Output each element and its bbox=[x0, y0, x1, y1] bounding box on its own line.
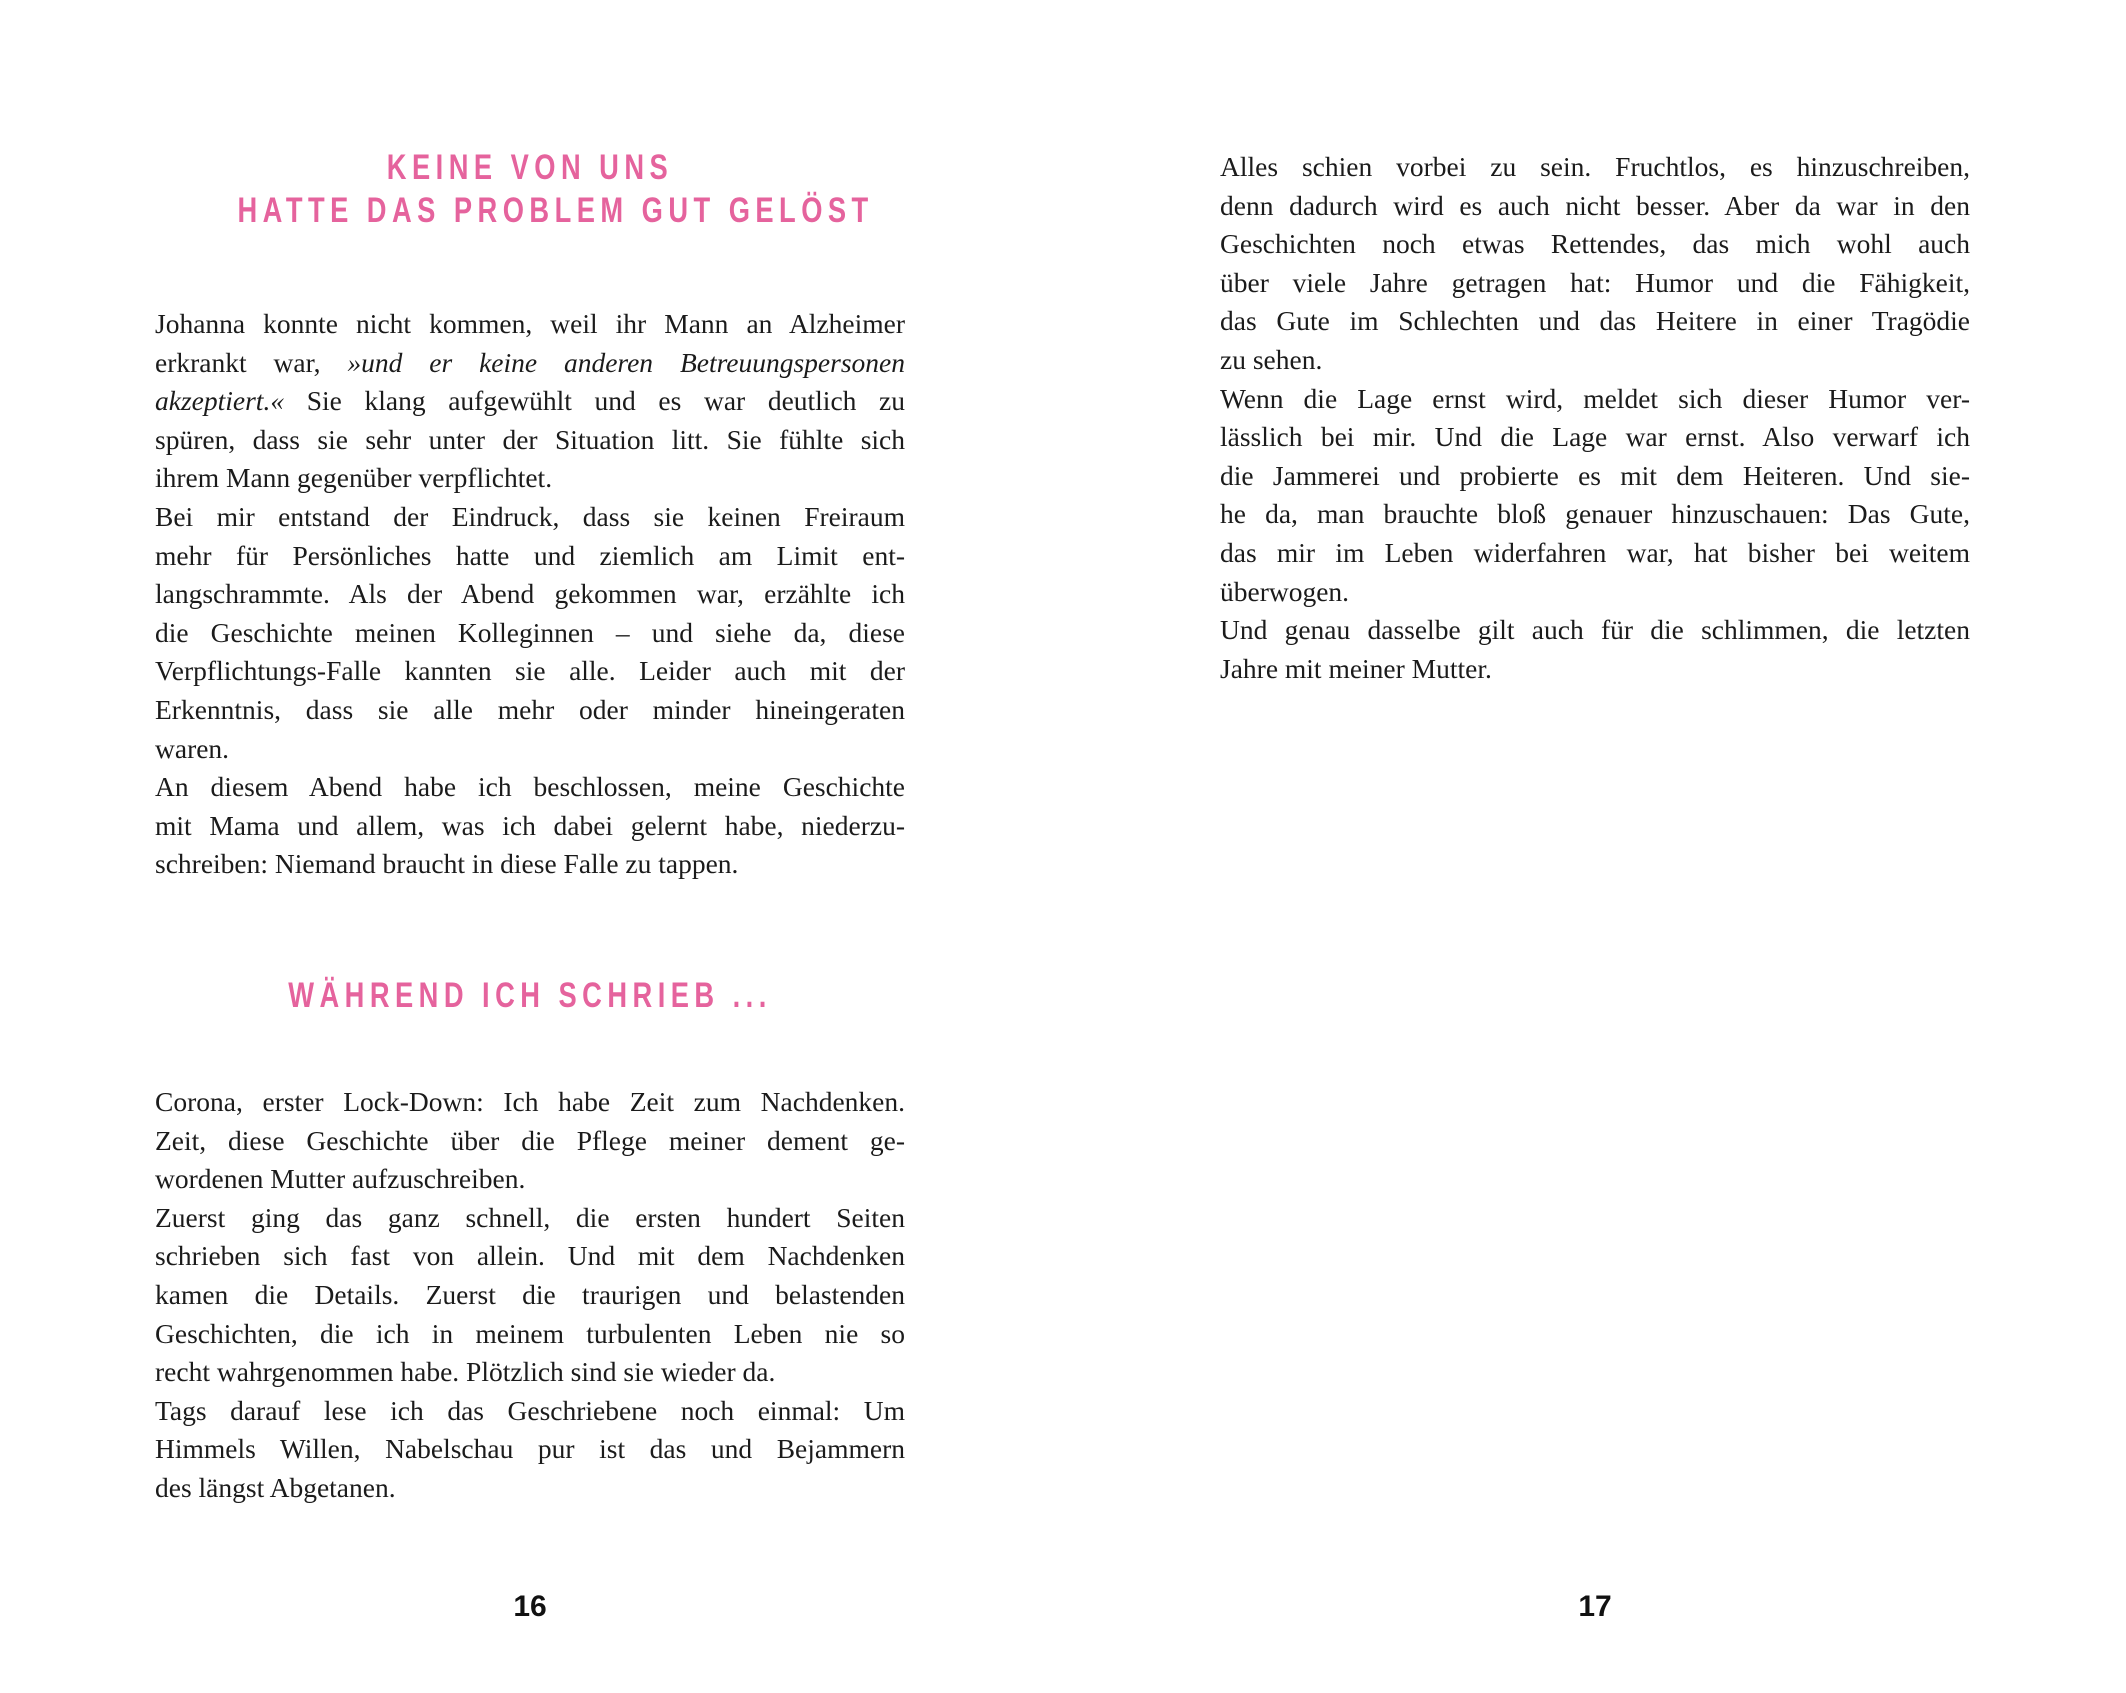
text-line: die Geschichte meinen Kolleginnen – und siehe da, diese bbox=[155, 616, 905, 648]
text-line: Erkenntnis, dass sie alle mehr oder minder hineingeraten bbox=[155, 693, 905, 725]
text-line: akzeptiert.« Sie klang aufgewühlt und es war deutlich zu bbox=[155, 385, 905, 417]
text-line: Geschichten, die ich in meinem turbulenten Leben nie so bbox=[155, 1317, 905, 1349]
text-line: Tags darauf lese ich das Geschriebene noch einmal: Um bbox=[155, 1394, 905, 1426]
text-line: mehr für Persönliches hatte und ziemlich am Limit ent- bbox=[155, 539, 905, 571]
text-line: zu sehen. bbox=[1220, 343, 1323, 375]
text-line: überwogen. bbox=[1220, 575, 1350, 607]
text-line: ihrem Mann gegenüber verpflichtet. bbox=[155, 462, 553, 494]
text-line: Verpflichtungs-Falle kannten sie alle. Leider auch mit der bbox=[155, 655, 905, 687]
text-line: die Jammerei und probierte es mit dem Heiteren. Und sie- bbox=[1220, 459, 1970, 491]
page-number-left: 16 bbox=[513, 1590, 547, 1623]
text-line: wordenen Mutter aufzuschreiben. bbox=[155, 1163, 526, 1195]
text-line: kamen die Details. Zuerst die traurigen und belastenden bbox=[155, 1278, 905, 1310]
text-line: Zuerst ging das ganz schnell, die ersten hundert Seiten bbox=[155, 1201, 905, 1233]
text-line: recht wahrgenommen habe. Plötzlich sind sie wieder da. bbox=[155, 1356, 776, 1388]
heading-line: WÄHREND ICH SCHRIEB ... bbox=[288, 976, 772, 1015]
text-line: spüren, dass sie sehr unter der Situation litt. Sie fühlte sich bbox=[155, 423, 905, 455]
text-line: Und genau dasselbe gilt auch für die schlimmen, die letzten bbox=[1220, 614, 1970, 646]
text-line: schreiben: Niemand braucht in diese Falle zu tappen. bbox=[155, 848, 739, 880]
text-line: des längst Abgetanen. bbox=[155, 1471, 396, 1503]
text-line: he da, man brauchte bloß genauer hinzuschauen: Das Gute, bbox=[1220, 498, 1970, 530]
text-line: Himmels Willen, Nabelschau pur ist das und Bejammern bbox=[155, 1433, 905, 1465]
text-line: langschrammte. Als der Abend gekommen war, erzählte ich bbox=[155, 578, 905, 610]
text-line: waren. bbox=[155, 732, 230, 764]
text-line: Jahre mit meiner Mutter. bbox=[1220, 652, 1492, 684]
text-line: Geschichten noch etwas Rettendes, das mich wohl auch bbox=[1220, 228, 1970, 260]
text-line: das Gute im Schlechten und das Heitere in einer Tragödie bbox=[1220, 305, 1970, 337]
text-line: An diesem Abend habe ich beschlossen, meine Geschichte bbox=[155, 771, 905, 803]
text-line: Wenn die Lage ernst wird, meldet sich dieser Humor ver- bbox=[1220, 382, 1970, 414]
text-line: lässlich bei mir. Und die Lage war ernst. Also verwarf ich bbox=[1220, 421, 1970, 453]
text-line: Corona, erster Lock-Down: Ich habe Zeit zum Nachdenken. bbox=[155, 1086, 905, 1117]
heading-line: HATTE DAS PROBLEM GUT GELÖST bbox=[237, 191, 874, 230]
body-text-block-3 bbox=[1220, 148, 1970, 688]
text-line: über viele Jahre getragen hat: Humor und die Fähigkeit, bbox=[1220, 266, 1970, 298]
text-line: das mir im Leben widerfahren war, hat bisher bei weitem bbox=[1220, 536, 1970, 568]
text-line: erkrankt war, »und er keine anderen Betreuungspersonen bbox=[155, 346, 905, 378]
body-text-block-2 bbox=[155, 1083, 905, 1508]
text-line: mit Mama und allem, was ich dabei gelernt habe, niederzu- bbox=[155, 809, 905, 841]
text-line: Alles schien vorbei zu sein. Fruchtlos, es hinzuschreiben, bbox=[1220, 151, 1970, 182]
text-line: Bei mir entstand der Eindruck, dass sie keinen Freiraum bbox=[155, 500, 905, 532]
body-text-block-1 bbox=[155, 305, 905, 884]
heading-line: KEINE VON UNS bbox=[386, 148, 674, 187]
section-heading-keine-von-uns bbox=[155, 146, 905, 232]
page-number-right: 17 bbox=[1578, 1590, 1612, 1623]
text-line: Johanna konnte nicht kommen, weil ihr Mann an Alzheimer bbox=[155, 308, 905, 339]
text-line: Zeit, diese Geschichte über die Pflege meiner dement ge- bbox=[155, 1124, 905, 1156]
text-line: denn dadurch wird es auch nicht besser. Aber da war in den bbox=[1220, 189, 1970, 221]
text-line: schrieben sich fast von allein. Und mit dem Nachdenken bbox=[155, 1240, 905, 1272]
section-heading-waehrend-ich-schrieb bbox=[155, 974, 905, 1017]
